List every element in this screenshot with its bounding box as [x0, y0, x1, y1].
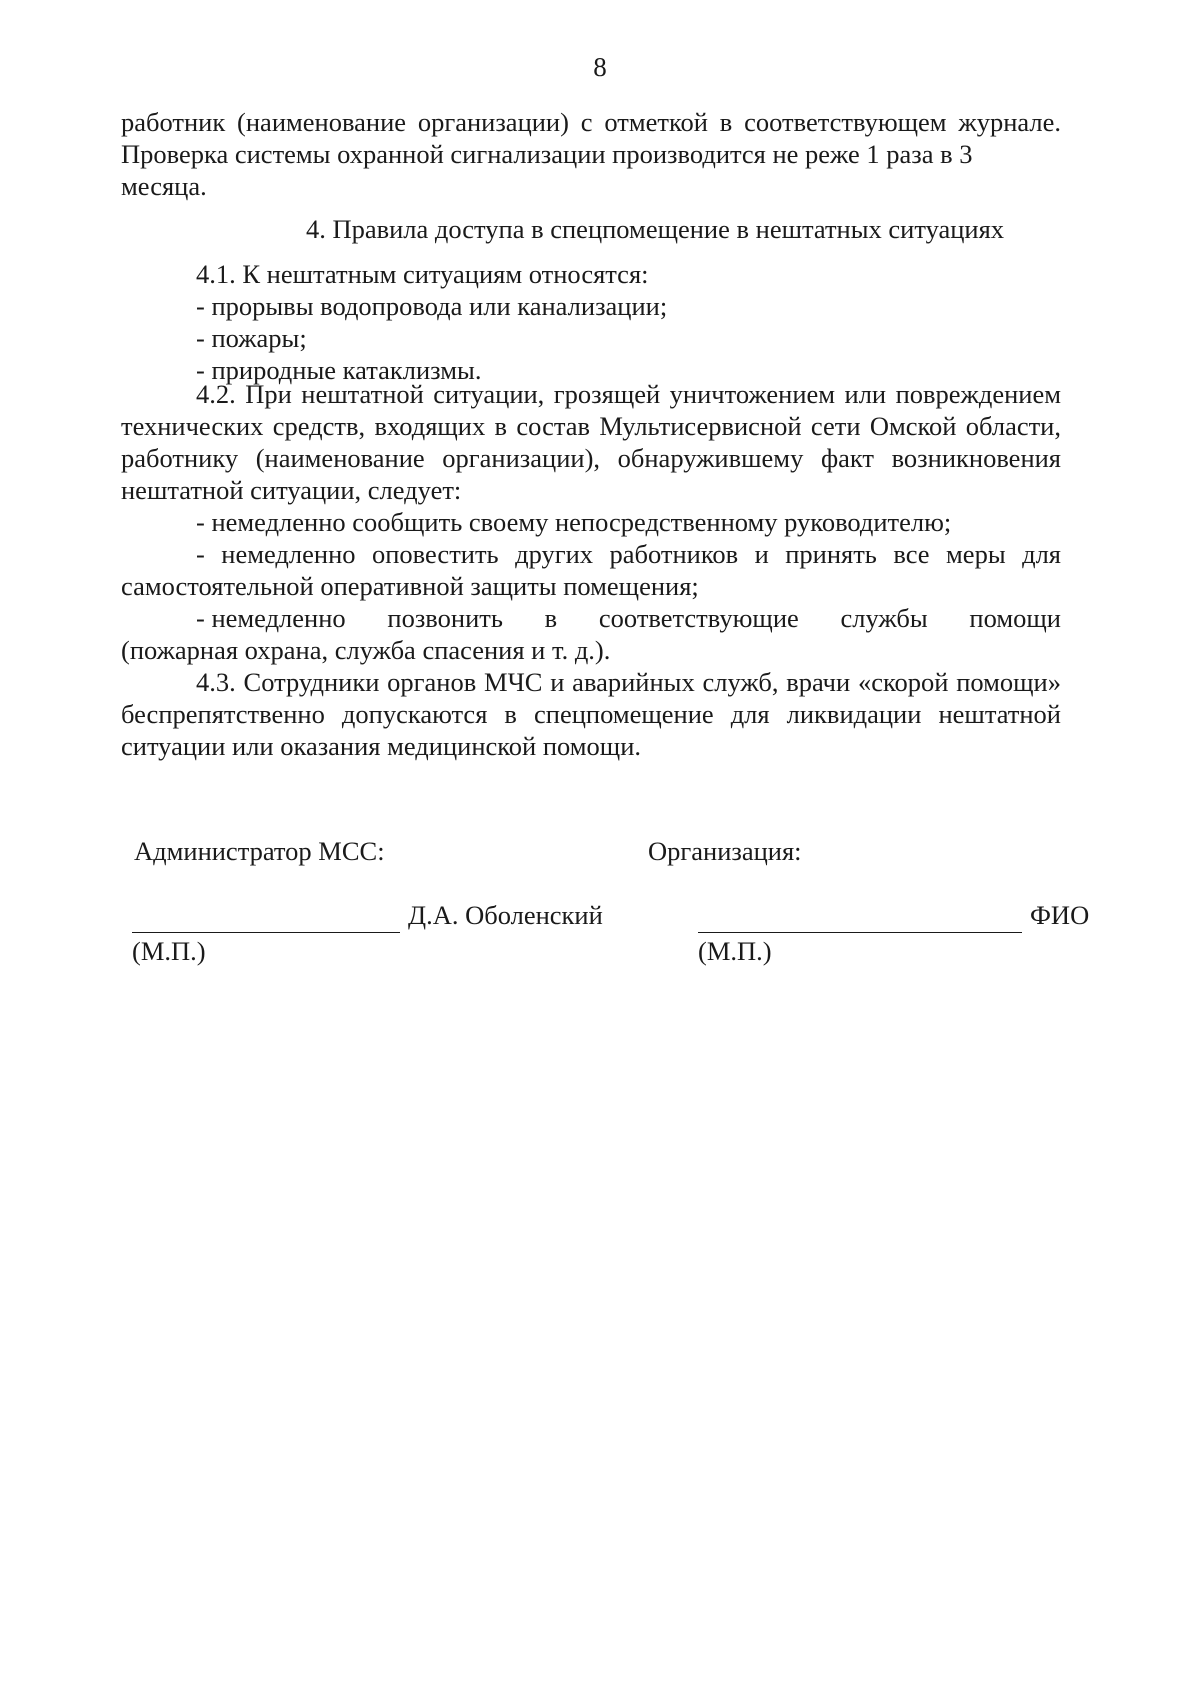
intro-word: журнале. — [958, 107, 1061, 137]
right-signature-label: Организация: — [648, 836, 802, 866]
intro-line-2: Проверка системы охранной сигнализации производится не реже 1 раза в 3 месяца. — [121, 139, 973, 201]
list-word: службы — [840, 603, 928, 633]
intro-word: (наименование — [237, 107, 407, 137]
section-4-2-paragraph: 4.2. При нештатной ситуации, грозящей уничтожением или повреждением технических средств, входящих в состав Мультисервисной сети Омской области, работнику (наименование организации), обнаружившему факт возникновения нештатной ситуации, следует: — [121, 379, 1061, 505]
section-4-2 — [121, 378, 1061, 762]
section-4-3-paragraph: 4.3. Сотрудники органов МЧС и аварийных служб, врачи «скорой помощи» беспрепятственно допускаются в спецпомещение для ликвидации нештатной ситуации или оказания медицинской помощи. — [121, 667, 1061, 761]
intro-line-1 — [121, 106, 1061, 138]
intro-word: организации) — [417, 107, 569, 137]
left-signatory-name: Д.А. Оболенский — [408, 900, 603, 930]
intro-word: с — [580, 107, 593, 137]
list-item-3-line-2: (пожарная охрана, служба спасения и т. д.). — [121, 635, 611, 665]
intro-word: в — [719, 107, 733, 137]
left-signature-label: Администратор МСС: — [134, 836, 385, 866]
list-item: - немедленно оповестить других работников и принять все меры для самостоятельной оперативной защиты помещения; — [121, 539, 1061, 601]
list-item: - немедленно сообщить своему непосредственному руководителю; — [196, 507, 952, 537]
section-4-1 — [121, 258, 1061, 386]
list-item: - прорывы водопровода или канализации; — [196, 291, 668, 321]
right-stamp-label: (М.П.) — [698, 936, 772, 966]
list-word: в — [544, 603, 558, 633]
page-number: 8 — [593, 52, 607, 82]
list-item-3-line-1 — [121, 602, 1061, 634]
list-word: позвонить — [387, 603, 503, 633]
list-item: - пожары; — [196, 323, 307, 353]
right-signature-line — [698, 932, 1022, 933]
right-signatory-name: ФИО — [1030, 900, 1090, 930]
intro-paragraph — [121, 106, 1061, 202]
list-word: - немедленно — [196, 603, 346, 633]
list-word: помощи — [969, 603, 1061, 633]
section-heading: 4. Правила доступа в спецпомещение в нештатных ситуациях — [305, 214, 1005, 244]
left-stamp-label: (М.П.) — [132, 936, 206, 966]
intro-word: отметкой — [604, 107, 708, 137]
left-signature-line — [132, 932, 400, 933]
section-4-1-title: 4.1. К нештатным ситуациям относятся: — [196, 259, 649, 289]
list-item: - природные катаклизмы. — [196, 355, 482, 385]
list-word: соответствующие — [598, 603, 799, 633]
intro-word: работник — [121, 107, 226, 137]
intro-word: соответствующем — [744, 107, 947, 137]
